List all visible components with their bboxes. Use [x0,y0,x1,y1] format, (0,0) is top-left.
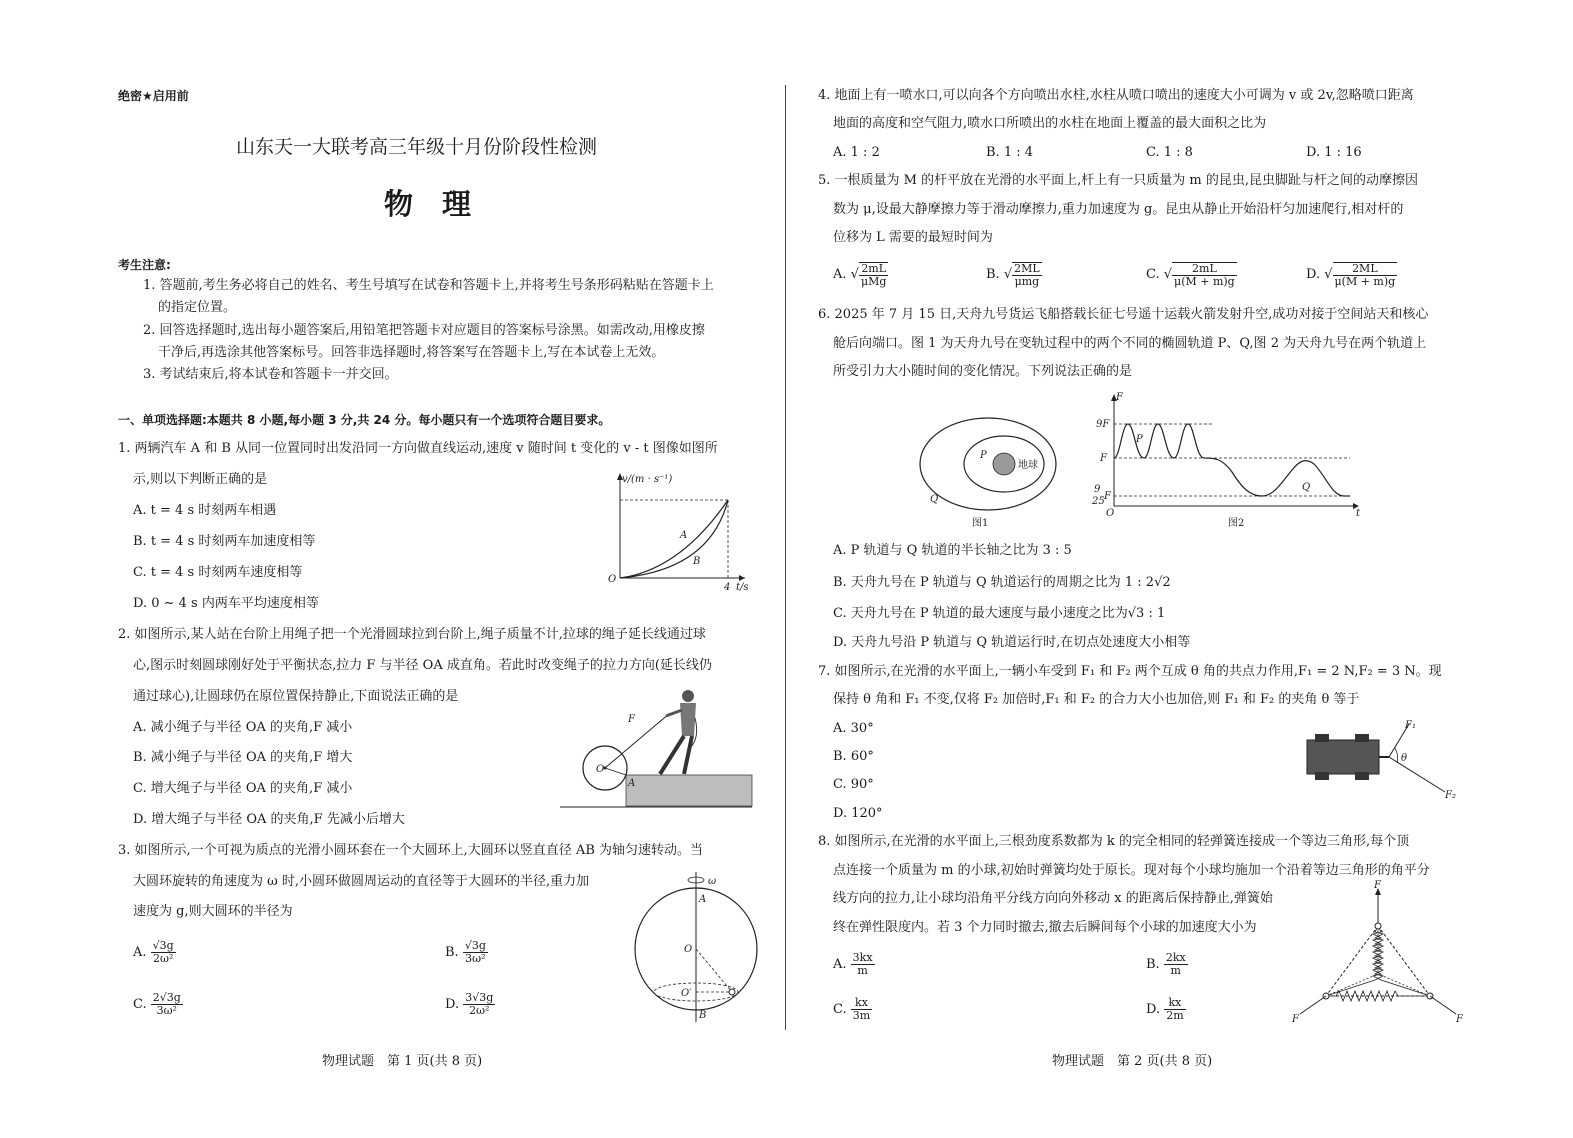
q7-option-c: C. 90° [833,777,874,792]
q8-label-f-right: F [1456,1014,1463,1025]
q1-vt-graph [600,470,750,595]
q5-option-b: B. √ $\frac{2ML}{\text{μmg}}$ [986,261,1040,288]
page-footer-2: 物理试题 第 2 页(共 8 页) [1052,1054,1213,1069]
exam-page-2 [786,0,1573,1138]
q3-label-b: B [699,1010,707,1021]
q8-option-b: B. $\frac{2kx}{m}$ [1146,951,1186,977]
q7-option-a: A. 30° [833,721,874,736]
notice-line: 干净后,再选涂其他答案标号。回答非选择题时,将答案写在答题卡上,写在本试卷上无效。 [158,345,665,360]
q2-label-f: F [628,714,635,725]
q4-option-b: B. 1 : 4 [986,145,1034,160]
q3-option-a: A. $\frac{√3g}{\text{2ω²}}$ [133,939,174,965]
q1-tick: 4 [724,582,731,593]
page-footer-1: 物理试题 第 1 页(共 8 页) [322,1054,483,1069]
section-heading: 一、单项选择题:本题共 8 小题,每小题 3 分,共 24 分。每小题只有一个选项符合题目要求。 [118,413,611,427]
q1-ylabel: v/(m · s⁻¹) [622,474,673,485]
q3-stem: 速度为 g,则大圆环的半径为 [133,904,293,919]
q3-option-b: B. $\frac{√3g}{\text{3ω²}}$ [445,939,486,965]
q6-stem: 舱后向端口。图 1 为天舟九号在变轨过程中的两个不同的椭圆轨道 P、Q,图 2 为天舟九号在两个轨道上 [833,336,1427,351]
q6-label-fy: F [1116,392,1123,403]
q3-label-o2: O′ [681,988,692,999]
q8-stem: 终在弹性限度内。若 3 个力同时撤去,撤去后瞬间每个小球的加速度大小为 [833,920,1257,935]
q8-label-f-top: F [1374,880,1381,891]
q4-option-d: D. 1 : 16 [1306,145,1362,160]
q6-caption-2: 图2 [1228,518,1245,529]
exam-title: 山东天一大联考高三年级十月份阶段性检测 [236,136,598,158]
q1-origin: O [608,574,617,585]
q6-stem: 所受引力大小随时间的变化情况。下列说法正确的是 [833,364,1133,379]
q2-stem: 通过球心),让圆球仍在原位置保持静止,下面说法正确的是 [133,689,459,704]
q3-stem: 3. 如图所示,一个可视为质点的光滑小圆环套在一个大圆环上,大圆环以竖直直径 AB 为轴匀速转动。当 [118,843,704,858]
q6-option-a: A. P 轨道与 Q 轨道的半长轴之比为 3 : 5 [833,543,1072,558]
q5-option-d: D. √ $\frac{2ML}{\mu(M + m)g}$ [1306,261,1396,288]
q7-label-f1: F₁ [1405,720,1416,731]
q2-stem: 心,图示时刻圆球刚好处于平衡状态,拉力 F 与半径 OA 成直角。若此时改变绳子的拉力方向(延长线仍 [133,658,712,673]
q4-option-c: C. 1 : 8 [1146,145,1193,160]
confidential-label: 绝密★启用前 [118,89,189,103]
q5-option-c: C. √ $\frac{2mL}{\mu(M + m)g}$ [1146,261,1235,288]
q6-caption-1: 图1 [972,518,989,529]
q8-spring-triangle [1292,880,1468,1025]
subject-title: 物 理 [384,187,472,221]
q2-label-o: O [596,764,605,775]
q1-curve-a: A [680,530,688,541]
q6-curve-q: Q [1302,482,1311,493]
q6-option-b: B. 天舟九号在 P 轨道与 Q 轨道运行的周期之比为 1 : 2√2 [833,575,1171,590]
q3-label-o: O [684,944,693,955]
q2-option-d: D. 增大绳子与半径 OA 的夹角,F 先减小后增大 [133,812,405,827]
q7-option-d: D. 120° [833,806,883,821]
exam-page-1 [0,0,785,1138]
q6-label-q: Q [930,494,939,505]
q7-stem: 7. 如图所示,在光滑的水平面上,一辆小车受到 F₁ 和 F₂ 两个互成 θ 角的共点力作用,F₁ = 2 N,F₂ = 3 N。现 [818,664,1442,679]
q5-option-a: A. √ $\frac{2mL}{\text{μMg}}$ [833,261,887,288]
q8-stem: 8. 如图所示,在光滑的水平面上,三根劲度系数都为 k 的完全相同的轻弹簧连接成一个等边三角形,每个顶 [818,834,1410,849]
q1-option-c: C. t = 4 s 时刻两车速度相等 [133,565,303,580]
q7-cart-figure [1301,718,1461,800]
q6-option-d: D. 天舟九号沿 P 轨道与 Q 轨道运行时,在切点处速度大小相等 [833,635,1191,650]
q8-option-d: D. $\frac{kx}{2m}$ [1146,996,1184,1022]
q1-stem: 示,则以下判断正确的是 [133,472,268,487]
q3-label-a: A [699,894,707,905]
notice-line: 3. 考试结束后,将本试卷和答题卡一并交回。 [143,367,398,382]
q8-option-c: C. $\frac{kx}{3m}$ [833,996,871,1022]
q2-option-c: C. 增大绳子与半径 OA 的夹角,F 减小 [133,781,353,796]
notice-line: 2. 回答选择题时,选出每小题答案后,用铅笔把答题卡对应题目的答案标号涂黑。如需改动,用橡皮擦 [143,323,705,338]
q6-label-p: P [980,450,987,461]
q4-stem: 地面的高度和空气阻力,喷水口所喷出的水柱在地面上覆盖的最大面积之比为 [833,116,1267,131]
q1-xlabel: t/s [736,582,749,593]
q4-stem: 4. 地面上有一喷水口,可以向各个方向喷出水柱,水柱从喷口喷出的速度大小可调为 v 或 2v,忽略喷口距离 [818,88,1414,103]
q2-label-a: A [628,778,636,789]
q6-label-earth: 地球 [1018,460,1038,471]
q1-option-b: B. t = 4 s 时刻两车加速度相等 [133,534,316,549]
q2-option-a: A. 减小绳子与半径 OA 的夹角,F 减小 [133,720,353,735]
q8-stem: 线方向的拉力,让小球均沿角平分线方向向外移动 x 的距离后保持静止,弹簧始 [833,891,1273,906]
q6-curve-p: P [1136,434,1143,445]
notice-heading: 考生注意: [118,258,171,272]
q5-stem: 数为 μ,设最大静摩擦力等于滑动摩擦力,重力加速度为 g。昆虫从静止开始沿杆匀加速爬行,相对杆的 [833,202,1404,217]
q8-stem: 点连接一个质量为 m 的小球,初始时弹簧均处于原长。现对每个小球均施加一个沿着等边三角形的角平分 [833,863,1430,878]
q8-label-f-left: F [1292,1014,1299,1025]
q1-curve-b: B [693,556,701,567]
q2-option-b: B. 减小绳子与半径 OA 的夹角,F 增大 [133,750,353,765]
q1-stem: 1. 两辆汽车 A 和 B 从同一位置同时出发沿同一方向做直线运动,速度 v 随时间 t 变化的 v - t 图像如图所 [118,441,718,456]
q6-frac-f: F [1104,491,1111,502]
q3-option-d: D. $\frac{3√3g}{\text{2ω²}}$ [445,991,494,1017]
q1-option-d: D. 0 ~ 4 s 内两车平均速度相等 [133,596,319,611]
q5-stem: 5. 一根质量为 M 的杆平放在光滑的水平面上,杆上有一只质量为 m 的昆虫,昆虫脚趾与杆之间的动摩擦因 [818,173,1418,188]
q7-label-theta: θ [1401,753,1408,764]
q3-option-c: C. $\frac{2√3g}{\text{3ω²}}$ [133,991,181,1017]
q7-stem: 保持 θ 角和 F₁ 不变,仅将 F₂ 加倍时,F₁ 和 F₂ 的合力大小也加倍,则 F₁ 和 F₂ 的夹角 θ 等于 [833,692,1360,707]
q3-ring-figure [632,872,762,1024]
q5-stem: 位移为 L 需要的最短时间为 [833,230,993,245]
q1-option-a: A. t = 4 s 时刻两车相遇 [133,503,277,518]
notice-line: 的指定位置。 [158,300,237,315]
q7-option-b: B. 60° [833,749,874,764]
q6-option-c: C. 天舟九号在 P 轨道的最大速度与最小速度之比为√3 : 1 [833,606,1166,621]
q6-frac-top: 9 [1094,484,1101,495]
q6-origin: O [1106,508,1115,519]
q2-pulling-figure [560,688,755,813]
notice-line: 1. 答题前,考生务必将自己的姓名、考生号填写在试卷和答题卡上,并将考生号条形码粘贴在答题卡上 [143,278,714,293]
q3-label-omega: ω [708,876,717,887]
q6-force-graph [1092,392,1362,532]
q6-label-9f: 9F [1096,419,1110,430]
q2-stem: 2. 如图所示,某人站在台阶上用绳子把一个光滑圆球拉到台阶上,绳子质量不计,拉球的绳子延长线通过球 [118,627,706,642]
q3-stem: 大圆环旋转的角速度为 ω 时,小圆环做圆周运动的直径等于大圆环的半径,重力加 [133,874,590,889]
q7-label-f2: F₂ [1445,790,1456,801]
q6-frac-bot: 25 [1092,496,1105,507]
q6-label-t: t [1356,508,1361,519]
q6-stem: 6. 2025 年 7 月 15 日,天舟九号货运飞船搭载长征七号遥十运载火箭发射升空,成功对接于空间站天和核心 [818,307,1429,322]
q6-label-f: F [1100,453,1107,464]
q4-option-a: A. 1 : 2 [833,145,880,160]
q6-orbit-figure [916,402,1066,532]
q8-option-a: A. $\frac{3kx}{m}$ [833,951,873,977]
